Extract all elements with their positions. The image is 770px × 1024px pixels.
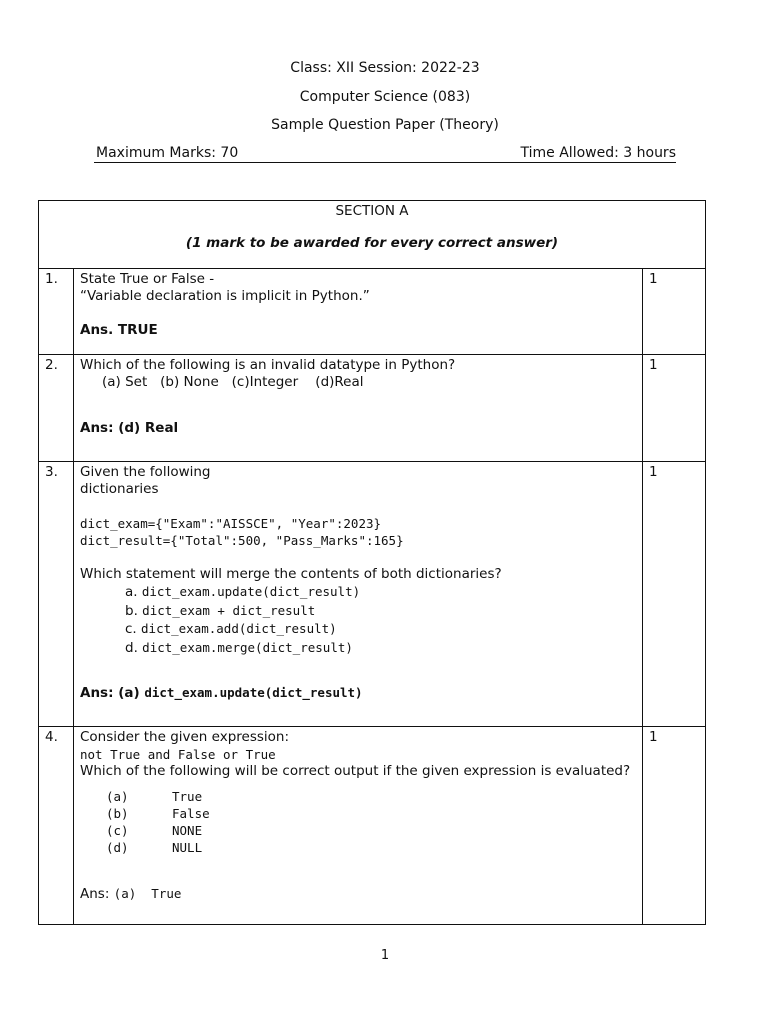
question-body xyxy=(74,269,643,355)
option-item: (a) True xyxy=(106,789,203,804)
option-item: a. dict_exam.update(dict_result) xyxy=(125,584,361,600)
question-row xyxy=(39,355,706,462)
question-body xyxy=(74,355,643,462)
question-row xyxy=(39,727,706,925)
option-item: d. dict_exam.merge(dict_result) xyxy=(125,639,353,656)
question-marks: 1 xyxy=(643,462,706,727)
question-body xyxy=(74,727,643,925)
question-text: “Variable declaration is implicit in Python.” xyxy=(80,288,370,304)
answer: Ans: (a) dict_exam.update(dict_result) xyxy=(80,685,363,701)
option-item: c. dict_exam.add(dict_result) xyxy=(125,621,337,637)
time-allowed: Time Allowed: 3 hours xyxy=(520,145,676,161)
page-number: 1 xyxy=(380,948,390,963)
question-number: 2. xyxy=(39,355,74,462)
section-header xyxy=(38,200,706,268)
question-text: Which statement will merge the contents of both dictionaries? xyxy=(80,566,502,582)
question-text: dictionaries xyxy=(80,481,159,497)
question-text: Given the following xyxy=(80,464,211,480)
question-row xyxy=(39,462,706,727)
class-session-heading: Class: XII Session: 2022-23 xyxy=(290,60,480,76)
marks-time-row xyxy=(94,145,676,163)
answer-options: (a) Set (b) None (c)Integer (d)Real xyxy=(102,374,364,390)
section-title: SECTION A xyxy=(335,203,409,219)
option-item: (b) False xyxy=(106,806,210,821)
option-item: (c) NONE xyxy=(106,823,203,838)
option-item: b. dict_exam + dict_result xyxy=(125,602,316,619)
option-item: (d) NULL xyxy=(106,840,203,855)
question-marks: 1 xyxy=(643,727,706,925)
section-subtitle: (1 mark to be awarded for every correct answer) xyxy=(185,235,559,251)
questions-table xyxy=(38,268,706,925)
answer-options xyxy=(80,583,636,657)
paper-title: Sample Question Paper (Theory) xyxy=(271,117,499,133)
question-number: 3. xyxy=(39,462,74,727)
question-marks: 1 xyxy=(643,355,706,462)
question-marks: 1 xyxy=(643,269,706,355)
code-line: dict_exam={"Exam":"AISSCE", "Year":2023} xyxy=(80,516,382,531)
code-line: not True and False or True xyxy=(80,747,276,762)
answer-options xyxy=(80,788,636,856)
question-text: Which of the following will be correct output if the given expression is evaluated? xyxy=(80,763,631,779)
answer: Ans. TRUE xyxy=(80,322,158,338)
question-row xyxy=(39,269,706,355)
question-text: Which of the following is an invalid datatype in Python? xyxy=(80,357,456,373)
answer: Ans: (a) True xyxy=(80,886,182,902)
code-line: dict_result={"Total":500, "Pass_Marks":165} xyxy=(80,533,404,548)
question-text: State True or False - xyxy=(80,271,215,287)
question-body xyxy=(74,462,643,727)
answer: Ans: (d) Real xyxy=(80,420,179,436)
question-number: 1. xyxy=(39,269,74,355)
subject-heading: Computer Science (083) xyxy=(299,89,471,105)
question-text: Consider the given expression: xyxy=(80,729,290,745)
question-number: 4. xyxy=(39,727,74,925)
maximum-marks: Maximum Marks: 70 xyxy=(96,145,239,161)
